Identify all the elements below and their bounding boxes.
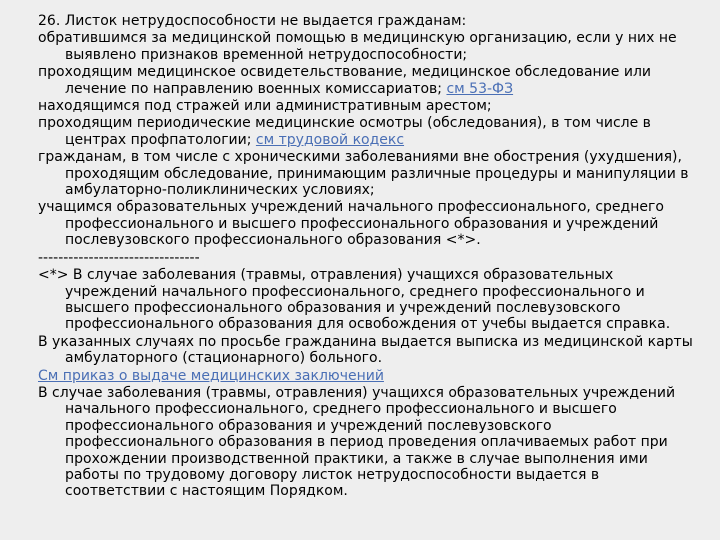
law-53fz-link[interactable]: см 53-ФЗ bbox=[446, 80, 514, 97]
list-item bbox=[38, 30, 698, 63]
list-item-text: проходящим периодические медицинские осмотры (обследования), в том числе в центрах профпатологии; bbox=[38, 115, 651, 148]
order-link-paragraph bbox=[38, 368, 698, 384]
final-paragraph: В случае заболевания (травмы, отравления) учащихся образовательных учреждений начального профессионального, среднего профессионального и высшего профессионального образования и учреждений послевузовского профессионального образования в период проведения оплачиваемых работ при прохождении производственной практики, а также в случае выполнения ими работы по трудовому договору листок нетрудоспособности выдается в соответствии с настоящим Порядком. bbox=[38, 384, 676, 500]
footnote-separator: -------------------------------- bbox=[38, 249, 200, 266]
list-item bbox=[38, 199, 698, 248]
labor-code-link[interactable]: см трудовой кодекс bbox=[255, 131, 405, 148]
list-item bbox=[38, 149, 698, 198]
footnote: <*> В случае заболевания (травмы, отравления) учащихся образовательных учреждений начального профессионального, среднего профессионального и высшего профессионального образования и учреждений послевузовского профессионального образования для освобождения от учебы выдается справка. bbox=[38, 267, 671, 333]
article-heading: 26. Листок нетрудоспособности не выдается гражданам: bbox=[38, 13, 467, 29]
list-item-text: находящимся под стражей или административным арестом; bbox=[38, 98, 492, 115]
list-item-text: учащимся образовательных учреждений начального профессионального, среднего профессионального и высшего профессионального образования и учреждений послевузовского профессионального образования <*>. bbox=[38, 199, 664, 249]
order-link[interactable]: См приказ о выдаче медицинских заключений bbox=[38, 367, 384, 384]
list-item bbox=[38, 98, 698, 114]
note-paragraph: В указанных случаях по просьбе гражданина выдается выписка из медицинской карты амбулаторного (стационарного) больного. bbox=[38, 333, 693, 367]
list-item bbox=[38, 64, 698, 97]
list-item-text: проходящим медицинское освидетельствование, медицинское обследование или лечение по направлению военных комиссариатов; bbox=[38, 64, 652, 97]
list-item bbox=[38, 115, 698, 148]
list-item-text: обратившимся за медицинской помощью в медицинскую организацию, если у них не выявлено признаков временной нетрудоспособности; bbox=[38, 30, 677, 63]
list-item-text: гражданам, в том числе с хроническими заболеваниями вне обострения (ухудшения), проходящим обследование, принимающим различные процедуры и манипуляции в амбулаторно-поликлинических условиях; bbox=[38, 149, 689, 199]
